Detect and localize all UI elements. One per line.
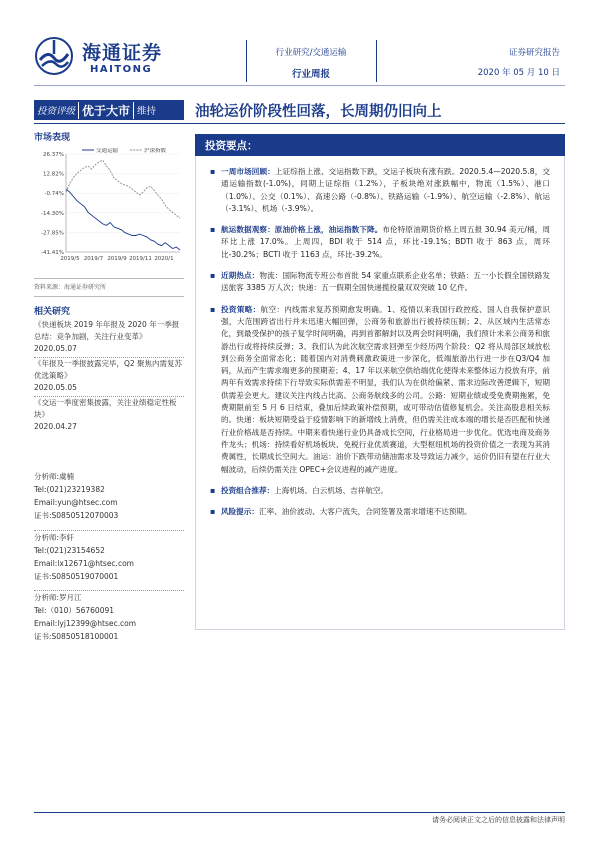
key-point-text: 布伦特原油期货价格上周五报 30.94 美元/桶，周环比上涨 17.0%。上周四，BDI 收于 514 点，环比-19.1%；BDTI 收于 863 点，周环比-30.2%；BCTI 收于 1163 点，环比-39.2%。 [221, 225, 550, 259]
market-performance-chart [34, 148, 184, 268]
logo-english-name: HAITONG [90, 64, 153, 75]
header-divider [376, 40, 377, 82]
header-divider [246, 40, 247, 82]
key-point-lead: 一周市场回顾： [221, 167, 275, 176]
report-date: 2020 年 05 月 10 日 [477, 68, 560, 78]
chart-y-tick-label: 26.37% [43, 152, 64, 158]
chart-legend-label: 交通运输 [96, 148, 119, 154]
analyst-tel: Tel:(021)23219382 [34, 485, 105, 494]
key-point-item [210, 304, 550, 476]
footer-disclaimer: 请务必阅读正文之后的信息披露和法律声明 [432, 816, 565, 824]
source-rule [34, 278, 184, 279]
key-point-lead: 航运数据观察：原油价格上涨，油运指数下降。 [221, 225, 383, 235]
key-point-text: 航空：内线需求复苏预期愈发明确。1、疫情以来我国行政控疫、国人自我保护意识强，大范围跨省出行并未迅速大幅回弹，公商务和旅游出行被持续压制；2、从区域内生活常态化，到最受保护的孩子复学时间明确，再到首都解封以及两会时间明确，我们预计未来公商务和旅游出行或将持续反弹；3、我们认为此次航空需求回弹至少经历两个阶段：Q2 将从局部区域放松到公商务全面常态化；随着国内对消费刺激政策进一步深化，低端旅游出行进一步在Q3/Q4 加码，从而产生需求端更多的预期差；4、17 年以来航空供给端优化使得未来整体运力投放有序，前两年有效需求持续下行导致实际供需差不明显，我们认为在供给偏紧、需求边际改善逻辑下，短期供需差会更大。建议关注内线占比高、公商务航线多的公司。公路：短期业绩或受免费期拖累，免费期限前至 5 月 6 日结束，叠加后续政策补偿预期，或可带动估值修复机会。关注高股息相关标的。快递：板块短期受益于疫情影响下的新增线上消费，但仍需关注成本端的增长是否匹配和快递行业价格战是否持续。中期来看快递行业仍具备成长空间，行业格局进一步优化。优选电商及商务件龙头；机场：持续看好机场板块、免税行业优质赛道，大型枢纽机场的投资价值之一表现为其消费属性，长期成长空间大。油运：油价下跌带动储油需求及导致运力减少，运价仍旧有望在行业大幅波动，后续仍需关注 OPEC+会议进程的减产进度。 [221, 304, 551, 474]
market-performance-heading: 市场表现 [34, 133, 71, 143]
chart-source: 资料来源：海通证券研究所 [34, 284, 107, 291]
key-points-heading: 投资要点： [205, 140, 258, 152]
rating-badge [34, 100, 184, 120]
header-rule [34, 85, 565, 86]
chart-y-tick-label: -27.85% [41, 230, 64, 237]
analyst-email[interactable]: Email:lyj12399@htsec.com [34, 619, 137, 628]
analyst-card [34, 530, 184, 583]
haitong-logo [34, 36, 184, 82]
key-point-item [210, 506, 550, 518]
rating-action: 维持 [137, 106, 157, 117]
source-rule [34, 296, 184, 297]
related-research-heading: 相关研究 [34, 307, 71, 317]
analyst-email[interactable]: Email:lx12671@htsec.com [34, 559, 134, 568]
chart-x-tick-label: 2019/11 [129, 256, 152, 262]
related-item[interactable] [34, 396, 184, 433]
key-point-text: 上证综指上涨、交运指数下跌，交运子板块有涨有跌。2020.5.4—2020.5.8，交通运输指数(-1.0%)，同期上证综指（1.2%），子板块绝对涨跌幅中，物流（1.5%）、港口（1.0%）、公交（0.1%）、高速公路（-0.8%）、铁路运输（-1.9%）、航空运输（-2.8%）、航运（-3.1%）、机场（-3.9%）。 [221, 167, 551, 213]
key-point-text: 上海机场、白云机场、吉祥航空。 [274, 485, 389, 495]
analyst-card [34, 470, 184, 522]
key-points-header [195, 134, 565, 156]
key-point-text: 汇率、油价波动、大客户流失，合同签署及需求增速不达预期。 [258, 507, 472, 517]
analyst-email[interactable]: Email:yun@htsec.com [34, 498, 118, 507]
analyst-name: 分析师:罗月江 [34, 593, 82, 602]
key-point-lead: 投资策略： [221, 304, 261, 314]
chart-x-tick-label: 2019/5 [60, 256, 80, 262]
chart-y-tick-label: -41.41% [41, 250, 64, 256]
related-item-date: 2020.05.07 [34, 344, 77, 353]
chart-x-tick-label: 2020/1 [154, 256, 174, 262]
chart-y-tick-label: 12.82% [43, 171, 64, 178]
analyst-name: 分析师:虞楠 [34, 472, 75, 481]
related-item-title: 《年报及一季报披露完毕，Q2 聚焦内需复苏优选策略》 [34, 359, 183, 380]
analyst-cert: 证书:S0850519070001 [34, 572, 119, 581]
chart-legend-label: 沪深指数 [144, 148, 167, 154]
analyst-cert: 证书:S0850512070003 [34, 511, 119, 520]
analyst-card [34, 590, 184, 643]
chart-series-line [66, 189, 180, 250]
related-research [34, 304, 184, 433]
rating-label: 投资评级 [37, 106, 76, 117]
rating-value: 优于大市 [78, 102, 134, 119]
haitong-logo-icon [34, 36, 74, 76]
key-point-lead: 风险提示： [221, 507, 259, 517]
report-title: 油轮运价阶段性回落，长周期仍旧向上 [195, 104, 442, 120]
chart-x-tick-label: 2019/7 [83, 256, 104, 262]
chart-y-tick-label: -0.74% [44, 191, 64, 198]
key-point-item [210, 224, 550, 261]
related-item-date: 2020.04.27 [34, 422, 77, 431]
report-kind-label: 证券研究报告 [508, 48, 560, 58]
industry-label: 行业研究/交通运输 [275, 48, 347, 58]
related-item[interactable] [34, 357, 184, 394]
key-point-item [210, 166, 550, 215]
chart-x-tick-label: 2019/9 [107, 256, 127, 262]
key-point-lead: 投资组合推荐： [221, 485, 275, 495]
related-item[interactable] [34, 319, 184, 355]
key-point-text: 物流：国际物流专班公布首批 54 家重点联系企业名单；铁路：五一小长假全国铁路发送旅客 3385 万人次；快递：五一假期全国快递揽投量双双突破 10 亿件。 [221, 271, 551, 293]
analyst-tel: Tel:(021)23154652 [34, 546, 105, 555]
analyst-tel: Tel:（010）56760091 [34, 606, 115, 615]
analyst-name: 分析师:李轩 [34, 533, 75, 542]
key-points-list [210, 166, 550, 518]
related-item-title: 《快递板块 2019 年年报及 2020 年一季报总结：竞争加剧，关注行业变革》 [34, 320, 180, 341]
key-point-lead: 近期热点： [221, 271, 260, 281]
key-point-item [210, 270, 550, 295]
key-point-item [210, 485, 550, 497]
related-item-date: 2020.05.05 [34, 383, 77, 392]
chart-series-line [66, 160, 180, 218]
analyst-cert: 证书:S0850518100001 [34, 632, 119, 641]
logo-chinese-name: 海通证券 [82, 42, 163, 64]
chart-y-tick-label: -14.30% [41, 210, 64, 217]
related-item-title: 《交运一季度密集披露，关注业绩稳定性板块》 [34, 398, 177, 419]
footer-rule [34, 812, 565, 813]
report-type-label: 行业周报 [291, 69, 330, 80]
left-sidebar [34, 124, 184, 641]
